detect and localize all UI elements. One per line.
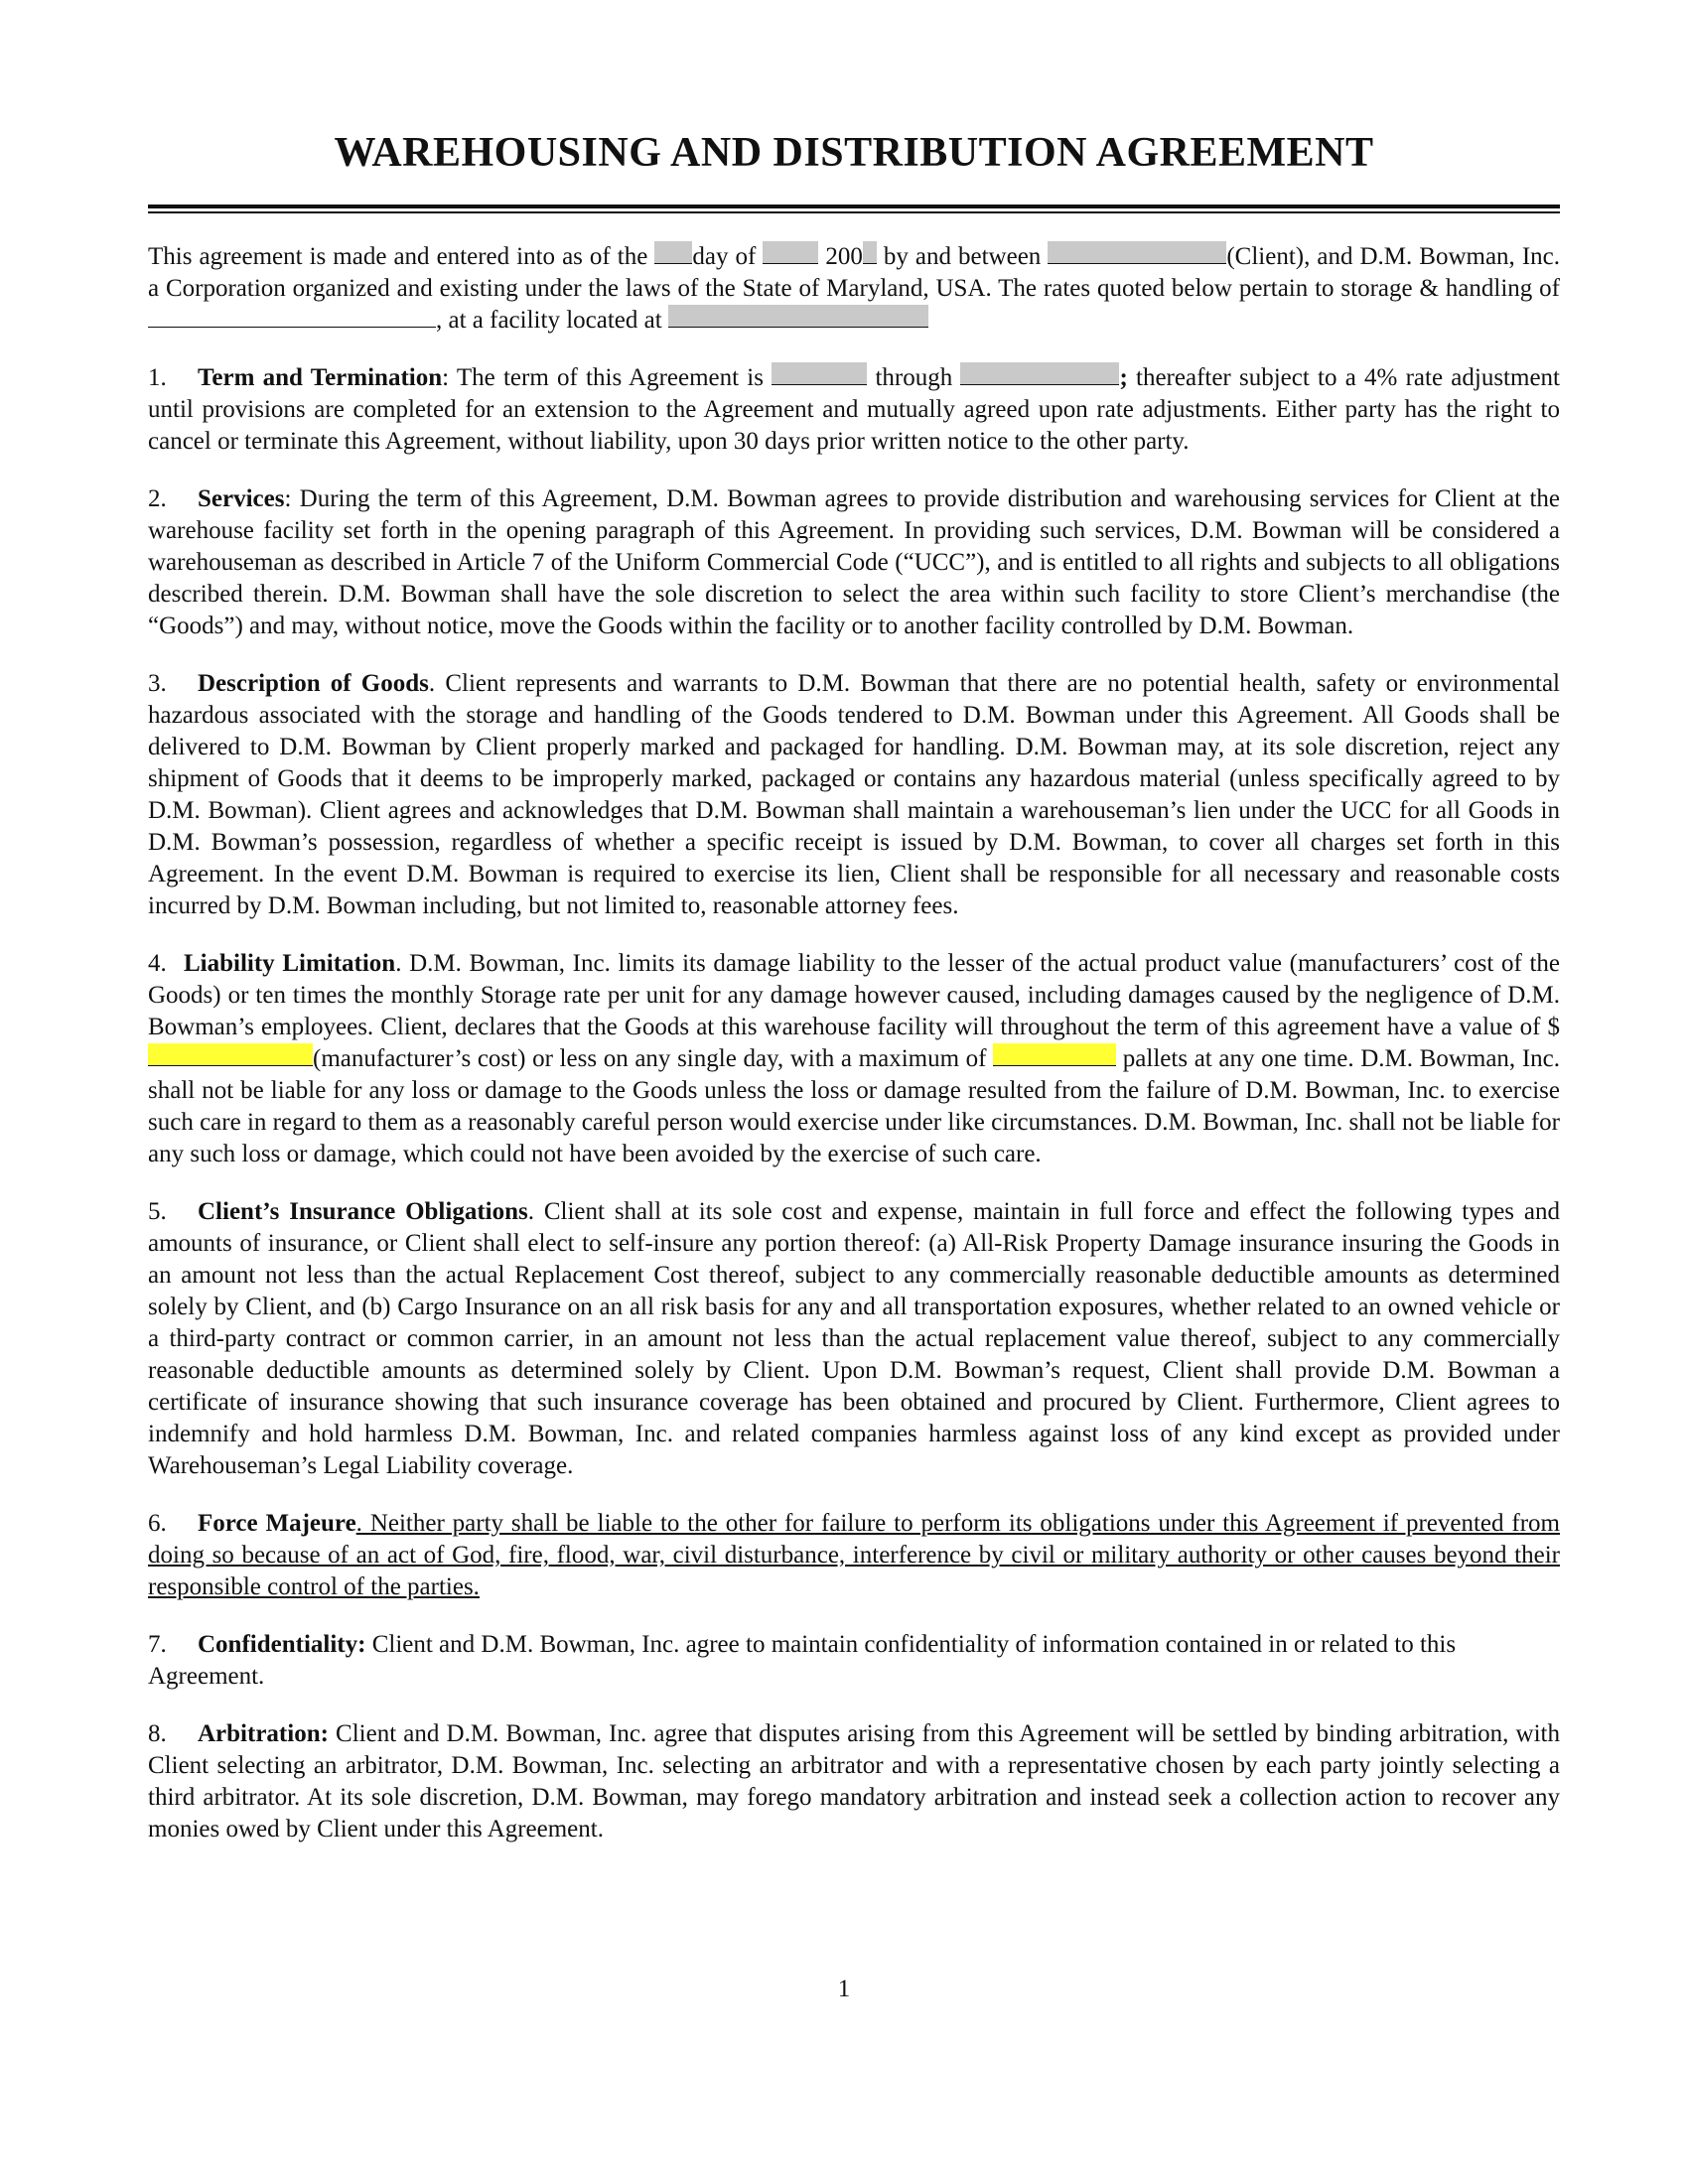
section-services bbox=[148, 483, 1560, 642]
month-field[interactable] bbox=[763, 241, 818, 264]
section-text: Client and D.M. Bowman, Inc. agree that disputes arising from this Agreement will be settled by binding arbitration, with Client selecting an arbitrator, D.M. Bowman, Inc. selecting an arbitrator and with a representative chosen by each party jointly selecting a third arbitrator. At its sole discretion, D.M. Bowman, may forego mandatory arbitration and instead seek a collection action to recover any monies owed by Client under this Agreement. bbox=[148, 1720, 1560, 1843]
section-number: 2. bbox=[148, 485, 167, 512]
section-heading: Client’s Insurance Obligations bbox=[198, 1198, 528, 1225]
section-number: 6. bbox=[148, 1510, 167, 1537]
section-text: Client and D.M. Bowman, Inc. agree to maintain confidentiality of information contained in or related to this Agreement. bbox=[148, 1631, 1457, 1690]
intro-text: (Client), and D.M. Bowman, Inc. a Corporation organized and existing under the laws of the State of Maryland, USA. The rates quoted below pertain to storage & handling of bbox=[148, 243, 1561, 302]
section-text: . Client represents and warrants to D.M. Bowman that there are no potential health, safety or environmental hazardous associated with the storage and handling of the Goods tendered to D.M. Bowman under this Agreement. All Goods shall be delivered to D.M. Bowman by Client properly marked and packaged for handling. D.M. Bowman may, at its sole discretion, reject any shipment of Goods that it deems to be improperly marked, packaged or contains any hazardous material (unless specifically agreed to by D.M. Bowman). Client agrees and acknowledges that D.M. Bowman shall maintain a warehouseman’s lien under the UCC for all Goods in D.M. Bowman’s possession, regardless of whether a specific receipt is issued by D.M. Bowman, to cover all charges set forth in this Agreement. In the event D.M. Bowman is required to exercise its lien, Client shall be responsible for all necessary and reasonable costs incurred by D.M. Bowman including, but not limited to, reasonable attorney fees. bbox=[148, 670, 1561, 919]
section-arbitration bbox=[148, 1718, 1560, 1845]
section-description-of-goods bbox=[148, 668, 1560, 922]
section-number: 1. bbox=[148, 364, 167, 391]
section-text: (manufacturer’s cost) or less on any single day, with a maximum of bbox=[313, 1045, 994, 1072]
document-page bbox=[148, 127, 1560, 1845]
goods-value-field[interactable] bbox=[148, 1043, 313, 1066]
section-heading: Term and Termination bbox=[198, 364, 443, 391]
document-title: WAREHOUSING AND DISTRIBUTION AGREEMENT bbox=[334, 130, 1374, 176]
term-start-field[interactable] bbox=[772, 362, 867, 385]
section-number: 4. bbox=[148, 950, 167, 977]
section-insurance-obligations bbox=[148, 1196, 1560, 1482]
intro-text: by and between bbox=[876, 243, 1049, 270]
section-text: : During the term of this Agreement, D.M. Bowman agrees to provide distribution and warehousing services for Client at the warehouse facility set forth in the opening paragraph of this Agreement. In providing such services, D.M. Bowman will be considered a warehouseman as described in Article 7 of the Uniform Commercial Code (“UCC”), and is entitled to all rights and subjects to all obligations described therein. D.M. Bowman shall have the sole discretion to select the area within such facility to store Client’s merchandise (the “Goods”) and may, without notice, move the Goods within the facility or to another facility controlled by D.M. Bowman. bbox=[148, 485, 1560, 639]
section-text: ; bbox=[1119, 364, 1128, 391]
section-heading: Confidentiality: bbox=[198, 1631, 366, 1658]
section-number: 7. bbox=[148, 1631, 167, 1658]
client-name-field[interactable] bbox=[1048, 241, 1226, 264]
intro-text: 200 bbox=[818, 243, 863, 270]
section-force-majeure bbox=[148, 1508, 1560, 1603]
section-text: : The term of this Agreement is bbox=[442, 364, 773, 391]
section-heading: Liability Limitation bbox=[184, 950, 396, 977]
section-text: . Client shall at its sole cost and expense, maintain in full force and effect the following types and amounts of insurance, or Client shall elect to self-insure any portion thereof: (a) All-Risk Property Damage insurance insuring the Goods in an amount not less than the actual Replacement Cost thereof, subject to any commercially reasonable deductible amounts as determined solely by Client, and (b) Cargo Insurance on an all risk basis for any and all transportation exposures, whether related to an owned vehicle or a third-party contract or common carrier, in an amount not less than the actual replacement value thereof, subject to any commercially reasonable deductible amounts as determined solely by Client. Upon D.M. Bowman’s request, Client shall provide D.M. Bowman a certificate of insurance showing that such insurance coverage has been obtained and procured by Client. Furthermore, Client agrees to indemnify and hold harmless D.M. Bowman, Inc. and related companies harmless against loss of any kind except as provided under Warehouseman’s Legal Liability coverage. bbox=[148, 1198, 1560, 1479]
page-number: 1 bbox=[837, 1976, 851, 2002]
section-heading: Services bbox=[198, 485, 285, 512]
intro-text: , at a facility located at bbox=[436, 307, 668, 334]
section-text: through bbox=[867, 364, 961, 391]
year-field[interactable] bbox=[863, 241, 877, 264]
day-field[interactable] bbox=[654, 241, 692, 264]
max-pallets-field[interactable] bbox=[993, 1043, 1116, 1066]
section-heading: Description of Goods bbox=[198, 670, 429, 697]
section-heading: Force Majeure bbox=[198, 1510, 356, 1537]
intro-text: day of bbox=[692, 243, 764, 270]
section-confidentiality bbox=[148, 1629, 1560, 1693]
storage-goods-field[interactable] bbox=[148, 305, 436, 328]
section-text: . Neither party shall be liable to the other for failure to perform its obligations under this Agreement if prevented from doing so because of an act of God, fire, flood, war, civil disturbance, interference by civil or military authority or other causes beyond their responsible control of the parties. bbox=[148, 1510, 1560, 1600]
intro-text: This agreement is made and entered into as of the bbox=[148, 243, 655, 270]
section-heading: Arbitration: bbox=[198, 1720, 329, 1747]
section-number: 3. bbox=[148, 670, 167, 697]
section-term-termination bbox=[148, 362, 1560, 458]
term-end-field[interactable] bbox=[960, 362, 1119, 385]
section-liability-limitation bbox=[148, 948, 1560, 1170]
intro-paragraph bbox=[148, 241, 1560, 337]
section-text: . D.M. Bowman, Inc. limits its damage liability to the lesser of the actual product value (manufacturers’ cost of the Goods) or ten times the monthly Storage rate per unit for any damage however caused, including damages caused by the negligence of D.M. Bowman’s employees. Client, declares that the Goods at this warehouse facility will throughout the term of this agreement have a value of $ bbox=[148, 950, 1560, 1040]
title-double-rule bbox=[148, 205, 1560, 213]
section-number: 8. bbox=[148, 1720, 167, 1747]
section-number: 5. bbox=[148, 1198, 167, 1225]
section-text: pallets at any one time. D.M. Bowman, Inc. shall not be liable for any loss or damage to the Goods unless the loss or damage resulted from the failure of D.M. Bowman, Inc. to exercise such care in regard to them as a reasonably careful person would exercise under like circumstances. D.M. Bowman, Inc. shall not be liable for any such loss or damage, which could not have been avoided by the exercise of such care. bbox=[148, 1045, 1560, 1167]
section-text: thereafter subject to a 4% rate adjustment until provisions are completed for an extension to the Agreement and mutually agreed upon rate adjustments. Either party has the right to cancel or terminate this Agreement, without liability, upon 30 days prior written notice to the other party. bbox=[148, 364, 1560, 455]
facility-location-field[interactable] bbox=[668, 305, 928, 328]
